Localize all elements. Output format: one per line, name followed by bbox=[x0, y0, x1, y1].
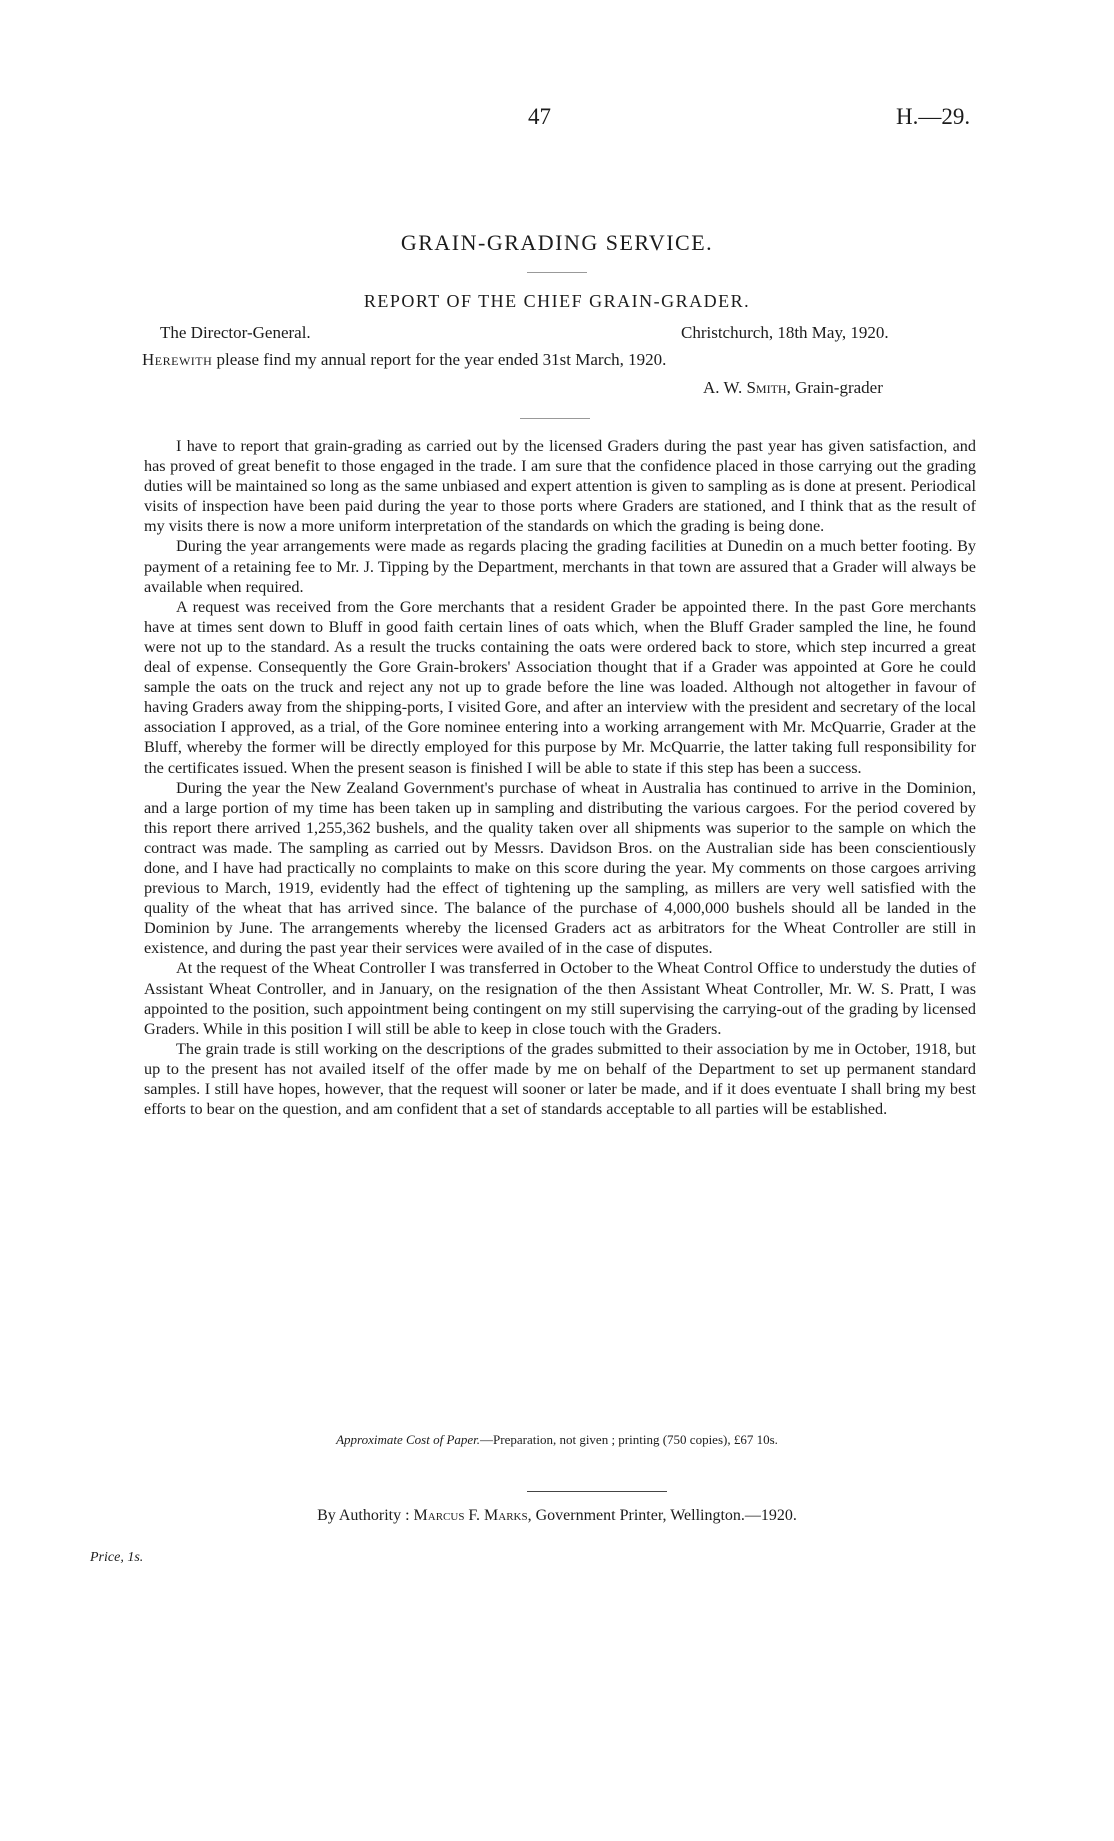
cost-note-label: Approximate Cost of Paper. bbox=[336, 1432, 481, 1447]
body-paragraph: At the request of the Wheat Controller I was transferred in October to the Wheat Control Office to understudy the duties of Assistant Wheat Controller, and in January, on the resignation of the then Assistant Wheat Controller, Mr. W. S. Pratt, I was appointed to the position, such appointment being contingent on my still supervising the carrying-out of the grading by licensed Graders. While in this position I will still be able to keep in close touch with the Graders. bbox=[144, 959, 976, 1038]
printer-name: Marcus F. Marks bbox=[413, 1507, 528, 1524]
title-divider bbox=[527, 272, 587, 273]
authority-prefix: By Authority : bbox=[317, 1507, 414, 1524]
letter-opening bbox=[142, 350, 666, 370]
body-paragraph: The grain trade is still working on the descriptions of the grades submitted to their association by me in October, 1918, but up to the present has not availed itself of the offer made by me on behalf of the Department to set up permanent standard samples. I still have hopes, however, that the request will sooner or later be made, and if it does eventuate I shall bring my best efforts to bear on the question, and am confident that a set of standards acceptable to all parties will be established. bbox=[144, 1039, 976, 1119]
letter-signature bbox=[703, 378, 883, 398]
signature-divider bbox=[520, 418, 590, 419]
body-paragraph: During the year the New Zealand Government's purchase of wheat in Australia has continued to arrive in the Dominion, and a large portion of my time has been taken up in sampling and distributing the various cargoes. For the period covered by this report there arrived 1,255,362 bushels, and the quality taken over all shipments was superior to the sample on which the contract was made. The sampling as carried out by Messrs. Davidson Bros. on the Australian side has been conscientiously done, and I have had practically no complaints to make on this score during the year. My comments on those cargoes arriving previous to March, 1919, evidently had the effect of tightening up the sampling, as millers are very well satisfied with the quality of the wheat that has arrived since. The balance of the purchase of 4,000,000 bushels should all be landed in the Dominion by June. The arrangements whereby the licensed Graders act as arbitrators for the Wheat Controller are still in existence, and during the past year their services were availed of in the case of disputes. bbox=[144, 778, 976, 958]
authority-suffix: , Government Printer, Wellington.—1920. bbox=[527, 1507, 797, 1524]
letter-opening-lead: Herewith bbox=[142, 350, 213, 369]
letter-opening-text: please find my annual report for the year ended 31st March, 1920. bbox=[212, 350, 667, 369]
price: Price, 1s. bbox=[90, 1550, 144, 1565]
document-reference: H.—29. bbox=[896, 104, 971, 129]
page-number: 47 bbox=[528, 104, 551, 129]
cost-note-text: —Preparation, not given ; printing (750 copies), £67 10s. bbox=[480, 1432, 778, 1447]
authority-divider bbox=[527, 1491, 667, 1492]
report-body bbox=[144, 436, 976, 1119]
cost-of-paper-note bbox=[0, 1432, 1114, 1448]
body-paragraph: During the year arrangements were made as regards placing the grading facilities at Dunedin on a much better footing. By payment of a retaining fee to Mr. J. Tipping by the Department, merchants in that town are assured that a Grader will always be available when required. bbox=[144, 537, 976, 596]
letter-addressee: The Director-General. bbox=[160, 323, 311, 342]
report-subtitle: REPORT OF THE CHIEF GRAIN-GRADER. bbox=[363, 291, 751, 311]
page-title: GRAIN-GRADING SERVICE. bbox=[400, 230, 714, 255]
printer-authority bbox=[0, 1507, 1114, 1525]
signature-title: , Grain-grader bbox=[786, 378, 883, 397]
body-paragraph: A request was received from the Gore merchants that a resident Grader be appointed there. In the past Gore merchants have at times sent down to Bluff in good faith certain lines of oats which, when the Bluff Grader sampled the line, he found were not up to the standard. As a result the trucks containing the oats were ordered back to store, which step incurred a great deal of expense. Consequently the Gore Grain-brokers' Association thought that if a Grader was appointed at Gore he could sample the oats on the truck and reject any not up to grade before the line was loaded. Although not altogether in favour of having Graders away from the shipping-ports, I visited Gore, and after an interview with the president and secretary of the local association I approved, as a trial, of the Gore nominee entering into a working arrangement with Mr. McQuarrie, Grader at the Bluff, whereby the former will be directly employed for this purpose by Mr. McQuarrie, the latter taking full responsibility for the certificates issued. When the present season is finished I will be able to state if this step has been a success. bbox=[144, 597, 976, 777]
signature-name: A. W. Smith bbox=[703, 378, 787, 397]
letter-place-date: Christchurch, 18th May, 1920. bbox=[681, 323, 889, 342]
body-paragraph: I have to report that grain-grading as carried out by the licensed Graders during the past year has given satisfaction, and has proved of great benefit to those engaged in the trade. I am sure that the confidence placed in those carrying out the grading duties will be maintained so long as the same unbiased and expert attention is given to sampling as is done at present. Periodical visits of inspection have been paid during the year to those ports where Graders are stationed, and I think that as the result of my visits there is now a more uniform interpretation of the standards on which the grading is being done. bbox=[144, 437, 976, 536]
